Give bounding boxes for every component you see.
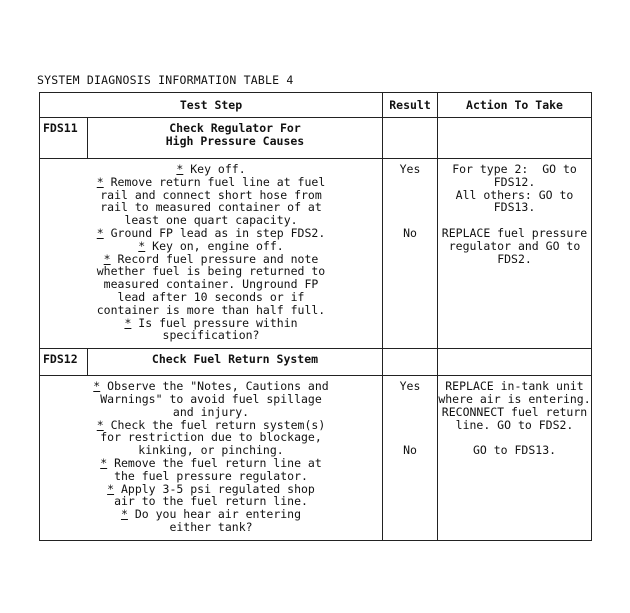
header-action: Action To Take <box>438 93 592 118</box>
action-line: GO to FDS13. <box>472 443 557 458</box>
fds11-title-line: High Pressure Causes <box>165 133 305 148</box>
fds12-body-row <box>40 376 592 541</box>
fds11-action-blank <box>438 118 592 159</box>
fds11-result-blank <box>383 118 438 159</box>
step-bullet: * <box>96 174 104 189</box>
fds12-action-blank <box>438 349 592 376</box>
step-text: rail and connect short hose from <box>100 187 322 202</box>
step-text: Ground FP lead as in step FDS2. <box>103 225 326 240</box>
step-bullet: * <box>107 481 115 496</box>
action-line: All others: GO to <box>455 187 574 202</box>
fds11-id: FDS11 <box>40 118 88 159</box>
step-text: Is fuel pressure within <box>131 315 298 330</box>
step-bullet: * <box>176 162 184 176</box>
step-text: container is more than half full. <box>96 302 326 317</box>
step-text: rail to measured container of at <box>100 200 322 215</box>
step-text: Apply 3-5 psi regulated shop <box>114 481 315 496</box>
step-text: Do you hear air entering <box>127 507 302 522</box>
step-text: Remove the fuel return line at <box>107 455 322 470</box>
step-bullet: * <box>96 225 104 240</box>
step-text: Warnings" to avoid fuel spillage <box>100 391 322 406</box>
action-line: For type 2: GO to <box>452 162 577 176</box>
result-line <box>383 176 437 189</box>
step-line <box>40 521 382 534</box>
action-line: FDS2. <box>497 251 532 266</box>
fds11-steps <box>40 159 383 349</box>
action-line: REPLACE in-tank unit <box>445 379 584 394</box>
fds12-heading-row <box>40 349 592 376</box>
fds11-body-row <box>40 159 592 349</box>
result-line: No <box>403 443 417 458</box>
step-bullet: * <box>93 379 101 394</box>
fds11-heading-row <box>40 118 592 159</box>
diagnosis-table <box>39 92 592 541</box>
step-text: measured container. Unground FP <box>103 277 319 292</box>
action-line: FDS13. <box>493 200 536 215</box>
fds12-title: Check Fuel Return System <box>88 349 383 376</box>
fds11-actions <box>438 159 592 349</box>
fds12-steps <box>40 376 383 541</box>
step-line <box>40 329 382 342</box>
action-line: FDS12. <box>493 174 536 189</box>
action-line: RECONNECT fuel return <box>441 404 588 419</box>
step-bullet: * <box>103 251 111 266</box>
step-bullet: * <box>96 417 104 432</box>
step-text: Observe the "Notes, Cautions and <box>100 379 329 394</box>
fds11-title <box>88 118 383 159</box>
fds12-actions <box>438 376 592 541</box>
fds12-result-blank <box>383 349 438 376</box>
fds12-results <box>383 376 438 541</box>
step-text: least one quart capacity. <box>124 213 298 228</box>
step-text: specification? <box>162 328 260 343</box>
step-text: whether fuel is being returned to <box>96 264 326 279</box>
header-result: Result <box>383 93 438 118</box>
result-line: No <box>403 225 417 240</box>
step-bullet: * <box>124 315 132 330</box>
action-line: REPLACE fuel pressure <box>441 225 588 240</box>
step-text: Key on, engine off. <box>145 238 284 253</box>
action-line: where air is entering. <box>438 391 591 406</box>
step-text: Key off. <box>183 162 246 176</box>
action-line: regulator and GO to <box>448 238 581 253</box>
result-line <box>383 406 437 419</box>
step-text: kinking, or pinching. <box>138 443 284 458</box>
result-line <box>383 393 437 406</box>
header-test-step: Test Step <box>40 93 383 118</box>
step-text: and injury. <box>172 404 250 419</box>
step-bullet: * <box>138 238 146 253</box>
step-bullet: * <box>120 507 128 522</box>
fds11-results <box>383 159 438 349</box>
result-line: Yes <box>399 162 421 176</box>
result-line <box>383 201 437 214</box>
step-bullet: * <box>100 455 108 470</box>
step-text: air to the fuel return line. <box>114 494 308 509</box>
step-text: lead after 10 seconds or if <box>117 289 305 304</box>
step-text: either tank? <box>169 519 253 534</box>
result-line <box>383 189 437 202</box>
fds12-id: FDS12 <box>40 349 88 376</box>
header-row <box>40 93 592 118</box>
step-text: Remove return fuel line at fuel <box>103 174 326 189</box>
table-caption: SYSTEM DIAGNOSIS INFORMATION TABLE 4 <box>37 73 294 87</box>
step-text: Check the fuel return system(s) <box>103 417 326 432</box>
step-text: the fuel pressure regulator. <box>114 468 308 483</box>
result-line <box>383 419 437 432</box>
action-line: line. GO to FDS2. <box>455 417 574 432</box>
step-text: for restriction due to blockage, <box>100 430 322 445</box>
fds11-title-line: Check Regulator For <box>169 121 301 135</box>
result-line: Yes <box>399 379 421 394</box>
step-text: Record fuel pressure and note <box>110 251 319 266</box>
